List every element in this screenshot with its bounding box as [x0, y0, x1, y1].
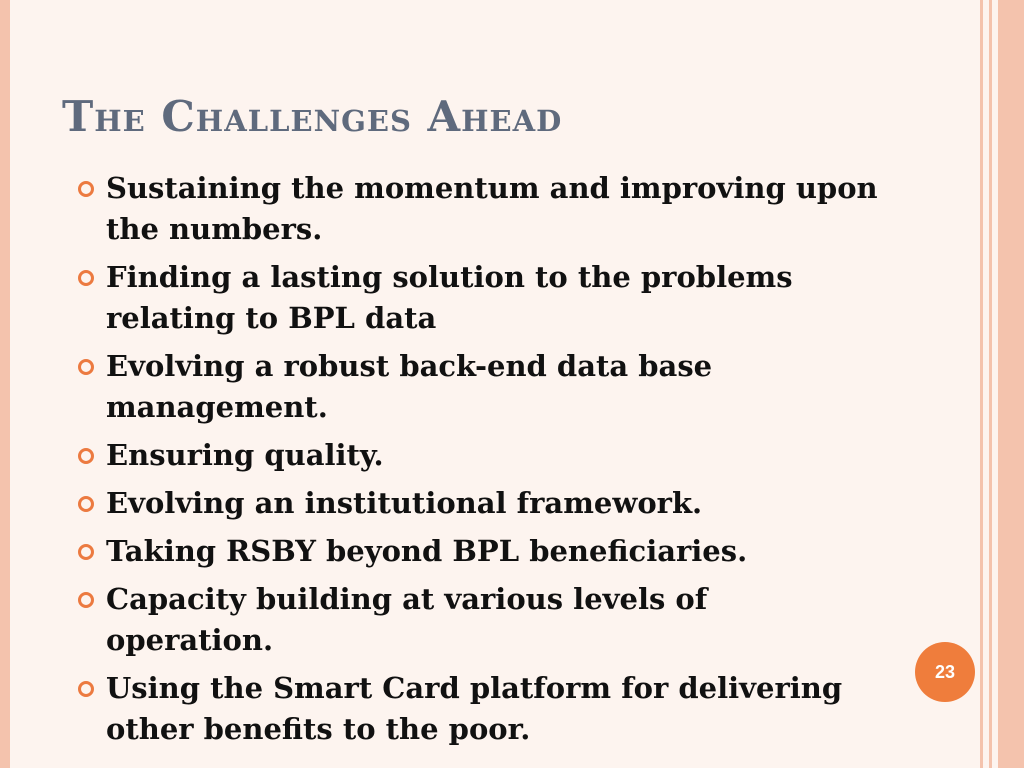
bullet-item: [78, 346, 878, 428]
bullet-text: Sustaining the momentum and improving upon the numbers.: [106, 171, 878, 246]
slide-title: The Challenges Ahead: [62, 92, 563, 141]
bullet-item: [78, 531, 878, 572]
bullet-item: [78, 668, 878, 750]
bullet-item: [78, 168, 878, 250]
bullet-text: Evolving an institutional framework.: [106, 486, 703, 520]
bullet-circle-icon: [78, 544, 94, 560]
bullet-circle-icon: [78, 359, 94, 375]
bullet-item: [78, 579, 878, 661]
bullet-text: Ensuring quality.: [106, 438, 384, 472]
bullet-circle-icon: [78, 448, 94, 464]
bullet-circle-icon: [78, 270, 94, 286]
frame-stripe: [980, 0, 983, 768]
page-number-badge: 23: [915, 642, 975, 702]
bullet-item: [78, 435, 878, 476]
bullet-text: Taking RSBY beyond BPL beneficiaries.: [106, 534, 748, 568]
bullet-list: [78, 168, 878, 757]
left-frame-border: [0, 0, 10, 768]
frame-stripe: [989, 0, 992, 768]
bullet-text: Capacity building at various levels of operation.: [106, 582, 708, 657]
bullet-circle-icon: [78, 681, 94, 697]
bullet-circle-icon: [78, 181, 94, 197]
right-frame-stripes: [974, 0, 1024, 768]
frame-stripe: [998, 0, 1024, 768]
bullet-item: [78, 257, 878, 339]
bullet-item: [78, 483, 878, 524]
bullet-text: Finding a lasting solution to the problems relating to BPL data: [106, 260, 793, 335]
bullet-text: Using the Smart Card platform for delivering other benefits to the poor.: [106, 671, 843, 746]
bullet-circle-icon: [78, 592, 94, 608]
bullet-text: Evolving a robust back-end data base management.: [106, 349, 713, 424]
bullet-circle-icon: [78, 496, 94, 512]
